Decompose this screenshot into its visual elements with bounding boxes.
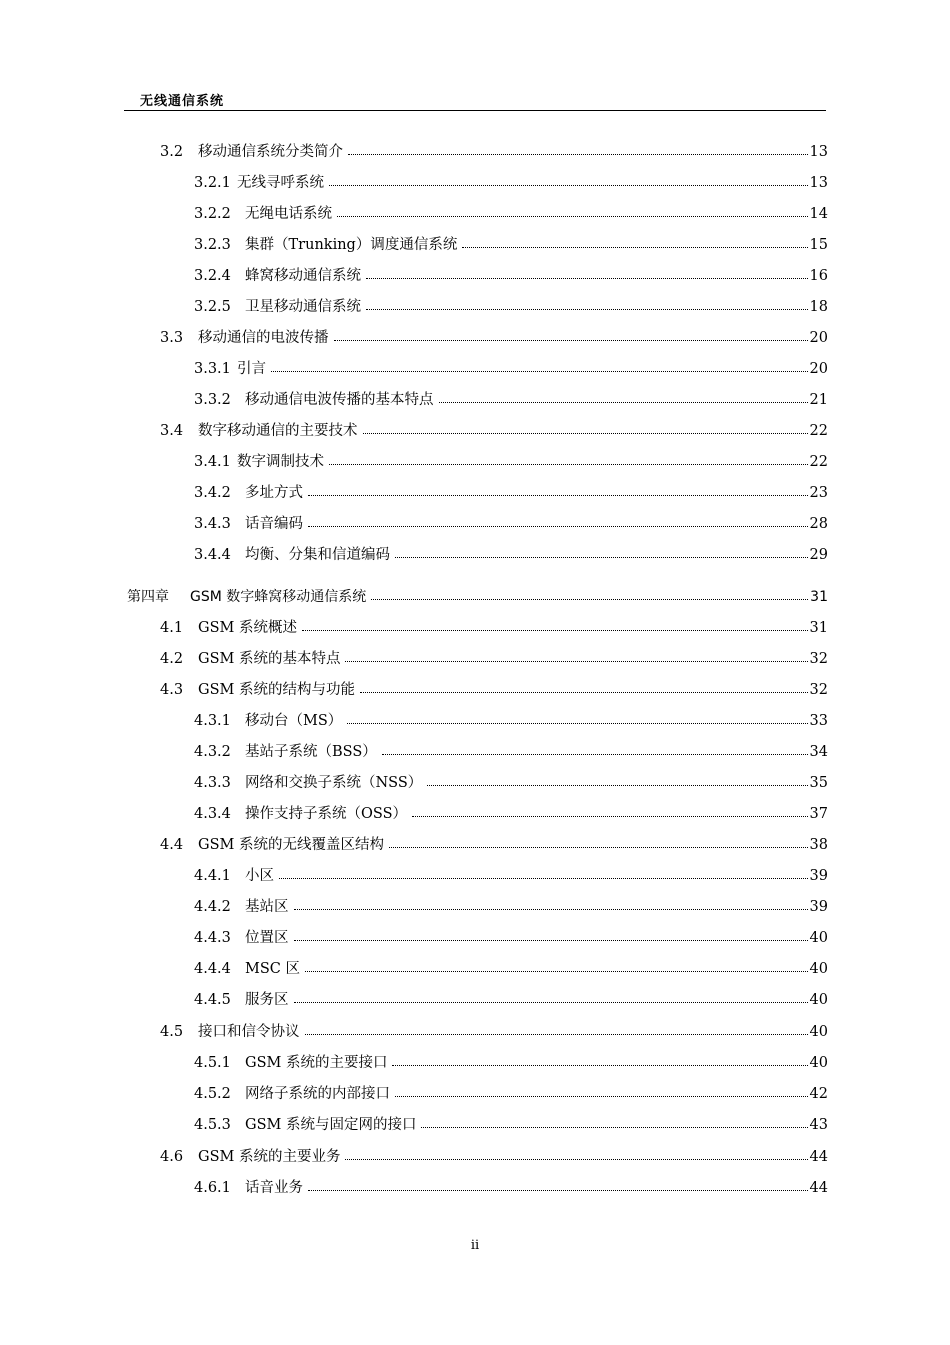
toc-entry[interactable] xyxy=(194,359,828,379)
toc-entry-number: 4.4.2 xyxy=(194,899,231,915)
toc-entry-page: 20 xyxy=(809,361,828,377)
toc-entry-page: 31 xyxy=(810,589,828,605)
toc-entry-title: 话音业务 xyxy=(245,1180,303,1196)
toc-entry-title: MSC 区 xyxy=(245,961,300,977)
toc-entry-title: GSM 系统的基本特点 xyxy=(198,651,341,667)
toc-entry[interactable] xyxy=(194,1178,828,1198)
toc-dot-leader xyxy=(294,928,808,942)
toc-entry[interactable] xyxy=(160,1022,828,1042)
toc-entry-page: 40 xyxy=(809,930,828,946)
toc-entry-title: GSM 系统与固定网的接口 xyxy=(245,1117,417,1133)
toc-entry-number: 4.3.4 xyxy=(194,806,231,822)
toc-dot-leader xyxy=(337,204,808,218)
toc-entry-number: 4.5.1 xyxy=(194,1055,231,1071)
toc-entry[interactable] xyxy=(194,928,828,948)
toc-entry-title: 操作支持子系统（OSS） xyxy=(245,806,407,822)
toc-entry[interactable] xyxy=(127,587,828,607)
toc-entry-page: 29 xyxy=(809,547,828,563)
toc-entry-page: 15 xyxy=(809,237,828,253)
toc-entry-number: 3.2.3 xyxy=(194,237,231,253)
toc-entry[interactable] xyxy=(194,773,828,793)
toc-entry[interactable] xyxy=(194,483,828,503)
toc-entry-title: 话音编码 xyxy=(245,516,303,532)
toc-entry-title: 网络和交换子系统（NSS） xyxy=(245,775,423,791)
toc-entry-page: 13 xyxy=(809,144,828,160)
toc-dot-leader xyxy=(439,390,808,404)
toc-dot-leader xyxy=(294,990,808,1004)
toc-entry-number: 4.4.5 xyxy=(194,992,231,1008)
toc-entry[interactable] xyxy=(160,421,828,441)
toc-entry-title: 卫星移动通信系统 xyxy=(245,299,361,315)
toc-entry-page: 39 xyxy=(809,899,828,915)
toc-entry-page: 37 xyxy=(809,806,828,822)
toc-dot-leader xyxy=(279,866,808,880)
toc-dot-leader xyxy=(382,742,808,756)
toc-entry-page: 28 xyxy=(809,516,828,532)
toc-entry[interactable] xyxy=(194,711,828,731)
toc-entry-number: 3.4 xyxy=(160,423,184,439)
toc-entry[interactable] xyxy=(194,297,828,317)
toc-entry-number: 3.2 xyxy=(160,144,184,160)
toc-entry[interactable] xyxy=(194,1053,828,1073)
toc-entry-page: 32 xyxy=(809,682,828,698)
toc-dot-leader xyxy=(305,1022,808,1036)
toc-entry-title: GSM 系统的结构与功能 xyxy=(198,682,355,698)
toc-entry-number: 4.5.2 xyxy=(194,1086,231,1102)
toc-entry[interactable] xyxy=(160,835,828,855)
toc-dot-leader xyxy=(371,587,808,601)
toc-entry-number: 4.6 xyxy=(160,1149,184,1165)
toc-entry[interactable] xyxy=(194,235,828,255)
toc-entry-title: GSM 数字蜂窝移动通信系统 xyxy=(190,589,367,605)
toc-entry-page: 22 xyxy=(809,454,828,470)
toc-entry[interactable] xyxy=(194,1115,828,1135)
toc-entry[interactable] xyxy=(194,514,828,534)
toc-entry-title: GSM 系统的无线覆盖区结构 xyxy=(198,837,384,853)
toc-entry-number: 4.3.3 xyxy=(194,775,231,791)
toc-entry-page: 39 xyxy=(809,868,828,884)
toc-entry-number: 4.4.4 xyxy=(194,961,231,977)
toc-entry-title: 移动通信电波传播的基本特点 xyxy=(245,392,434,408)
toc-dot-leader xyxy=(462,235,807,249)
toc-entry-title: 基站区 xyxy=(245,899,289,915)
toc-dot-leader xyxy=(271,359,808,373)
toc-entry-number: 4.1 xyxy=(160,620,184,636)
toc-entry-number: 3.3.2 xyxy=(194,392,231,408)
toc-entry-title: 无线寻呼系统 xyxy=(237,175,324,191)
header-rule xyxy=(124,110,826,111)
toc-entry-page: 44 xyxy=(809,1149,828,1165)
toc-entry-number: 4.4.1 xyxy=(194,868,231,884)
toc-entry-number: 3.2.4 xyxy=(194,268,231,284)
toc-entry[interactable] xyxy=(194,204,828,224)
toc-entry-number: 3.4.3 xyxy=(194,516,231,532)
toc-entry-number: 4.4 xyxy=(160,837,184,853)
toc-dot-leader xyxy=(308,483,808,497)
toc-entry-page: 40 xyxy=(809,1024,828,1040)
toc-entry[interactable] xyxy=(160,142,828,162)
toc-entry-page: 16 xyxy=(809,268,828,284)
toc-entry-page: 42 xyxy=(809,1086,828,1102)
toc-entry[interactable] xyxy=(194,959,828,979)
toc-entry-title: 无绳电话系统 xyxy=(245,206,332,222)
toc-entry-number: 4.2 xyxy=(160,651,184,667)
toc-dot-leader xyxy=(329,173,808,187)
toc-dot-leader xyxy=(308,1178,808,1192)
toc-entry-title: 数字移动通信的主要技术 xyxy=(198,423,358,439)
toc-dot-leader xyxy=(412,804,808,818)
toc-entry-title: 集群（Trunking）调度通信系统 xyxy=(245,237,458,253)
toc-dot-leader xyxy=(294,897,808,911)
toc-entry-title: 蜂窝移动通信系统 xyxy=(245,268,361,284)
page-number: ii xyxy=(470,1238,480,1253)
toc-entry-number: 3.4.1 xyxy=(194,454,231,470)
toc-dot-leader xyxy=(363,421,808,435)
toc-entry-page: 21 xyxy=(809,392,828,408)
toc-entry-page: 35 xyxy=(809,775,828,791)
toc-entry-page: 38 xyxy=(809,837,828,853)
toc-entry-page: 13 xyxy=(809,175,828,191)
toc-dot-leader xyxy=(302,618,808,632)
toc-dot-leader xyxy=(334,328,808,342)
toc-entry[interactable] xyxy=(194,545,828,565)
toc-entry-page: 22 xyxy=(809,423,828,439)
toc-entry-number: 4.3 xyxy=(160,682,184,698)
toc-entry-title: 均衡、分集和信道编码 xyxy=(245,547,390,563)
toc-entry[interactable] xyxy=(194,390,828,410)
toc-dot-leader xyxy=(366,266,808,280)
toc-entry[interactable] xyxy=(194,897,828,917)
toc-entry[interactable] xyxy=(194,990,828,1010)
toc-entry[interactable] xyxy=(160,1147,828,1167)
toc-dot-leader xyxy=(421,1115,807,1129)
toc-entry-page: 40 xyxy=(809,961,828,977)
toc-entry-title: 接口和信令协议 xyxy=(198,1024,300,1040)
toc-entry-number: 4.6.1 xyxy=(194,1180,231,1196)
toc-dot-leader xyxy=(389,835,808,849)
toc-entry-title: 移动通信的电波传播 xyxy=(198,330,329,346)
toc-entry-number: 4.3.2 xyxy=(194,744,231,760)
toc-entry-number: 4.5 xyxy=(160,1024,184,1040)
toc-entry-number: 4.3.1 xyxy=(194,713,231,729)
toc-entry-title: 位置区 xyxy=(245,930,289,946)
toc-entry-title: 移动通信系统分类简介 xyxy=(198,144,343,160)
toc-entry[interactable] xyxy=(160,618,828,638)
toc-entry-page: 34 xyxy=(809,744,828,760)
toc-entry[interactable] xyxy=(160,680,828,700)
toc-dot-leader xyxy=(347,711,807,725)
toc-entry[interactable] xyxy=(160,649,828,669)
toc-dot-leader xyxy=(329,452,808,466)
toc-entry-number: 4.4.3 xyxy=(194,930,231,946)
toc-entry-title: GSM 系统的主要业务 xyxy=(198,1149,341,1165)
toc-entry[interactable] xyxy=(194,742,828,762)
toc-entry-title: 数字调制技术 xyxy=(237,454,324,470)
toc-entry[interactable] xyxy=(194,866,828,886)
toc-dot-leader xyxy=(360,680,808,694)
toc-entry-number: 3.3 xyxy=(160,330,184,346)
toc-entry-number: 3.4.2 xyxy=(194,485,231,501)
toc-entry-title: GSM 系统的主要接口 xyxy=(245,1055,388,1071)
toc-dot-leader xyxy=(395,545,808,559)
toc-dot-leader xyxy=(348,142,808,156)
toc-entry-title: 移动台（MS） xyxy=(245,713,343,729)
toc-dot-leader xyxy=(392,1053,807,1067)
toc-entry[interactable] xyxy=(194,1084,828,1104)
toc-entry-number: 3.3.1 xyxy=(194,361,231,377)
toc-entry-title: 小区 xyxy=(245,868,274,884)
toc-entry-number: 3.2.5 xyxy=(194,299,231,315)
toc-entry-number: 3.2.1 xyxy=(194,175,231,191)
toc-entry-page: 18 xyxy=(809,299,828,315)
toc-entry-page: 44 xyxy=(809,1180,828,1196)
toc-dot-leader xyxy=(305,959,808,973)
toc-dot-leader xyxy=(345,1147,807,1161)
toc-entry-number: 4.5.3 xyxy=(194,1117,231,1133)
toc-entry-page: 14 xyxy=(809,206,828,222)
toc-entry[interactable] xyxy=(160,328,828,348)
toc-entry-page: 20 xyxy=(809,330,828,346)
toc-entry-page: 32 xyxy=(809,651,828,667)
toc-entry-page: 33 xyxy=(809,713,828,729)
toc-entry-title: 基站子系统（BSS） xyxy=(245,744,377,760)
toc-entry-number: 3.4.4 xyxy=(194,547,231,563)
toc-entry[interactable] xyxy=(194,452,828,472)
toc-dot-leader xyxy=(395,1084,808,1098)
toc-entry-title: GSM 系统概述 xyxy=(198,620,297,636)
toc-entry[interactable] xyxy=(194,804,828,824)
toc-entry-page: 31 xyxy=(809,620,828,636)
toc-entry-page: 40 xyxy=(809,1055,828,1071)
toc-entry-title: 多址方式 xyxy=(245,485,303,501)
toc-entry-page: 43 xyxy=(809,1117,828,1133)
toc-entry-title: 引言 xyxy=(237,361,266,377)
toc-dot-leader xyxy=(366,297,808,311)
toc-entry[interactable] xyxy=(194,266,828,286)
toc-entry-number: 3.2.2 xyxy=(194,206,231,222)
toc-entry-title: 网络子系统的内部接口 xyxy=(245,1086,390,1102)
running-header-title: 无线通信系统 xyxy=(140,94,225,109)
toc-entry-title: 服务区 xyxy=(245,992,289,1008)
toc-entry-page: 23 xyxy=(809,485,828,501)
toc-dot-leader xyxy=(427,773,807,787)
toc-entry[interactable] xyxy=(194,173,828,193)
toc-entry-number: 第四章 xyxy=(127,589,169,605)
toc-dot-leader xyxy=(345,649,807,663)
toc-dot-leader xyxy=(308,514,808,528)
toc-entry-page: 40 xyxy=(809,992,828,1008)
